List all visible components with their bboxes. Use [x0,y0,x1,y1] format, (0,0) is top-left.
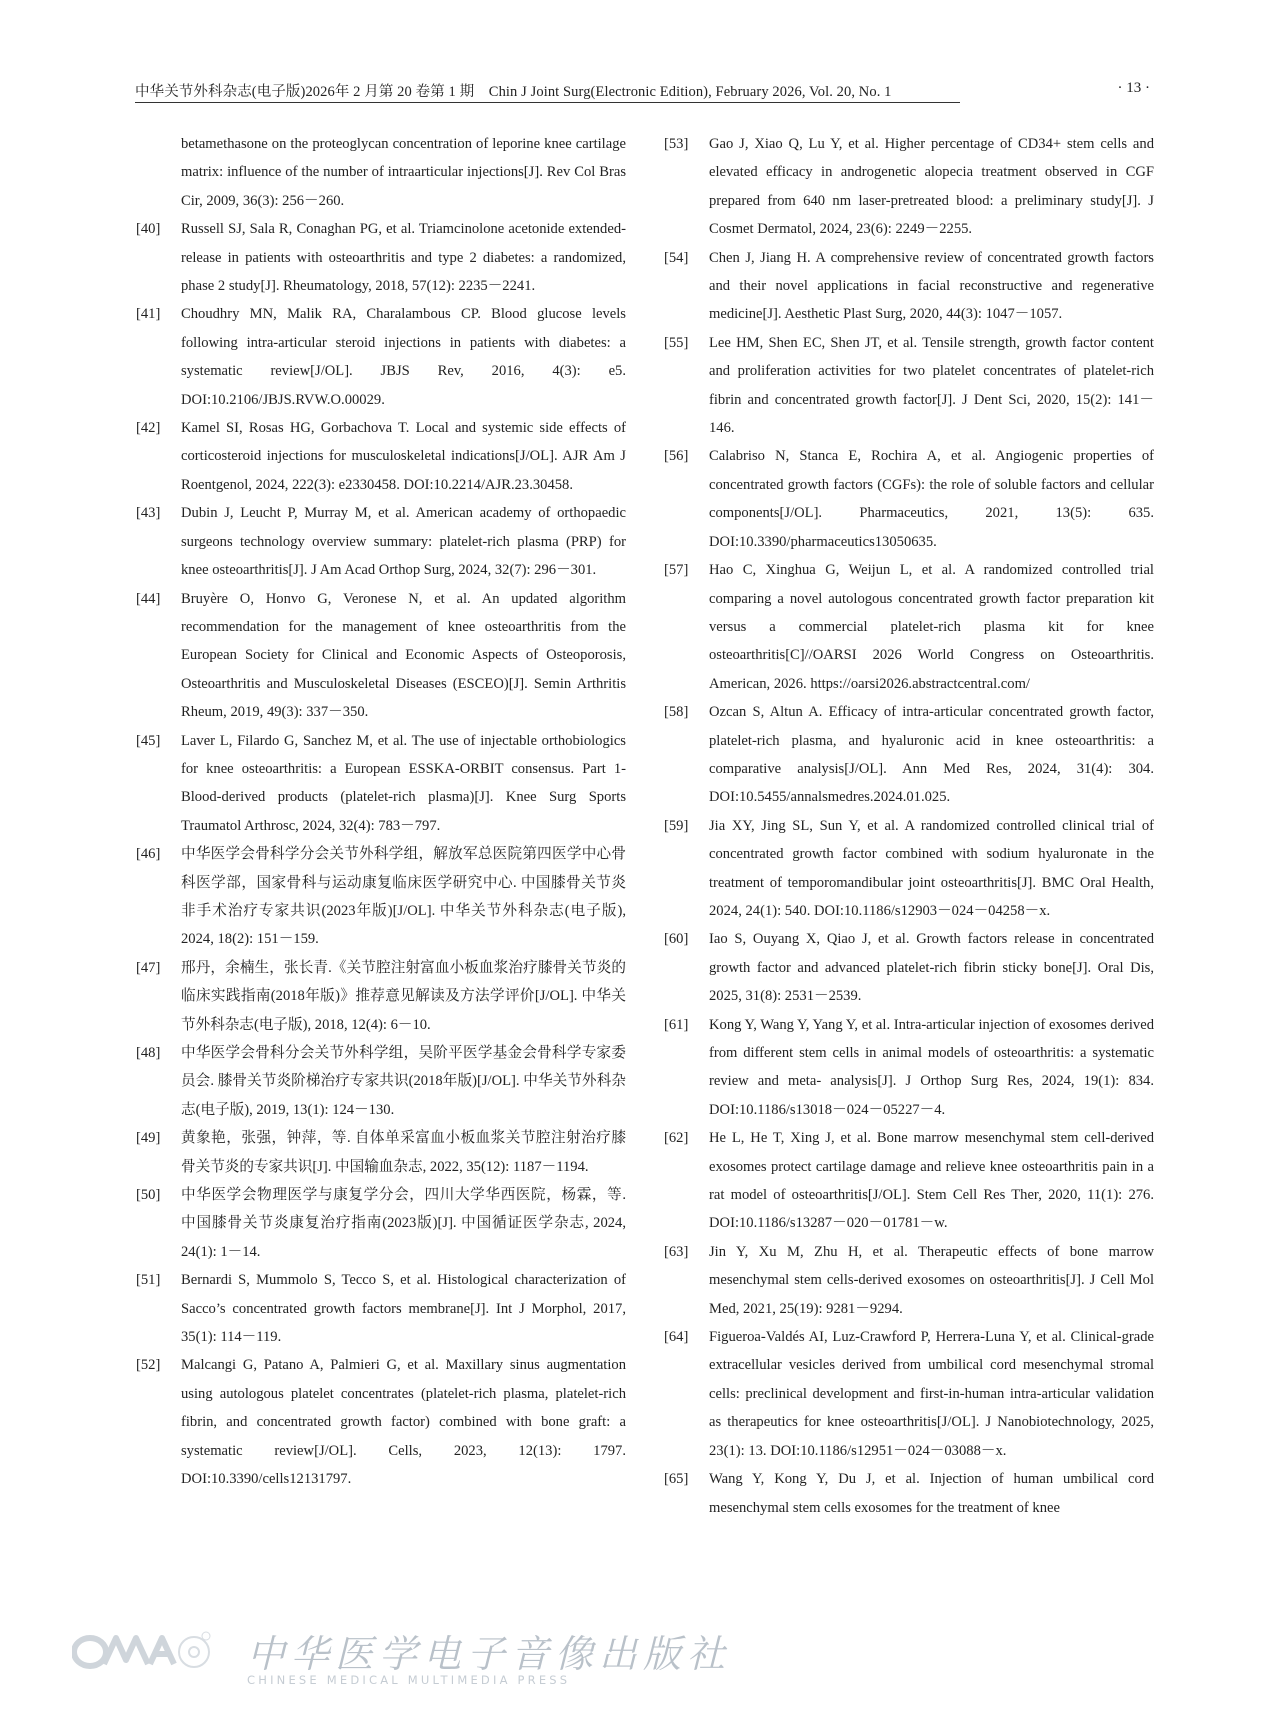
reference-text: Jia XY, Jing SL, Sun Y, et al. A randomized controlled clinical trial of concentrated growth factor combined with sodium hyaluronate in the treatment of temporomandibular joint osteoarthritis[J]. BMC Oral Health, 2024, 24(1): 540. DOI:10.1186/s12903－024－04258－x. [709,817,1154,919]
reference-number: [40] [136,221,161,238]
reference-entry [664,925,1154,1010]
reference-entry [664,812,1154,926]
reference-entry [136,727,626,841]
running-header [135,80,1150,110]
publisher-watermark [72,1615,732,1695]
reference-number: [51] [136,1272,161,1289]
reference-number: [64] [664,1329,689,1346]
reference-number: [62] [664,1130,689,1147]
page-number: · 13 · [1117,80,1150,96]
reference-entry [136,130,626,215]
press-name-cn: 中华医学电子音像出版社 [247,1632,732,1676]
reference-number: [63] [664,1243,689,1260]
reference-number: [48] [136,1045,161,1061]
reference-entry [136,414,626,499]
reference-entry [664,442,1154,556]
reference-number: [50] [136,1187,161,1204]
reference-entry [664,130,1154,244]
reference-number: [47] [136,959,161,976]
reference-entry [664,556,1154,698]
reference-entry [664,1238,1154,1323]
reference-text: Kamel SI, Rosas HG, Gorbachova T. Local and systemic side effects of corticosteroid injections for musculoskeletal indications[J/OL]. AJR Am J Roentgenol, 2024, 222(3): e2330458. DOI:10.2214/AJR.23.30458. [181,420,626,493]
reference-text: Calabriso N, Stanca E, Rochira A, et al. Angiogenic properties of concentrated growth factors (CGFs): the role of soluble factors and cellular components[J/OL]. Pharmaceutics, 2021, 13(5): 635. DOI:10.3390/pharmaceutics13050635. [709,448,1154,550]
reference-text: Kong Y, Wang Y, Yang Y, et al. Intra-articular injection of exosomes derived from different stem cells in animal models of osteoarthritis: a systematic review and meta- analysis[J]. J Orthop Surg Res, 2024, 19(1): 834. DOI:10.1186/s13018－024－05227－4. [709,1016,1154,1118]
reference-number: [59] [664,817,689,834]
reference-number: [56] [664,448,689,465]
header-rule [135,102,960,103]
references-left-column [136,130,626,1494]
reference-entry [136,1039,626,1124]
reference-entry [136,954,626,1039]
reference-text: Ozcan S, Altun A. Efficacy of intra-articular concentrated growth factor, platelet-rich plasma, and hyaluronic acid in knee osteoarthritis: a comparative analysis[J/OL]. Ann Med Res, 2024, 31(4): 304. DOI:10.5455/annalsmedres.2024.01.025. [709,704,1154,806]
reference-text: betamethasone on the proteoglycan concentration of leporine knee cartilage matrix: influence of the number of intraarticular injections[J]. Rev Col Bras Cir, 2009, 36(3): 256－260. [181,136,626,209]
reference-number: [42] [136,420,161,437]
reference-text: Chen J, Jiang H. A comprehensive review of concentrated growth factors and their novel applications in facial reconstructive and regenerative medicine[J]. Aesthetic Plast Surg, 2020, 44(3): 1047－1057. [709,249,1154,323]
reference-number: [45] [136,732,161,749]
reference-entry [664,244,1154,329]
reference-number: [46] [136,846,161,863]
reference-entry [136,1181,626,1266]
reference-text: 中华医学会骨科分会关节外科学组，吴阶平医学基金会骨科学专家委员会. 膝骨关节炎阶梯治疗专家共识(2018年版)[J/OL]. 中华关节外科杂志(电子版), 2019, 13(1): 124－130. [181,1045,626,1118]
reference-entry [136,300,626,414]
reference-number: [44] [136,590,161,607]
references-right-column [664,130,1154,1522]
cma-logo-icon [72,1630,212,1672]
reference-entry [664,1011,1154,1125]
reference-number: [54] [664,249,689,266]
journal-citation-line: 中华关节外科杂志(电子版)2026年 2 月第 20 卷第 1 期 Chin J Joint Surg(Electronic Edition), February 2026, Vol. 20, No. 1 [135,84,892,100]
reference-entry [136,499,626,584]
reference-number: [53] [664,136,689,152]
reference-number: [43] [136,505,161,522]
reference-text: Bernardi S, Mummolo S, Tecco S, et al. Histological characterization of Sacco’s concentrated growth factors membrane[J]. Int J Morphol, 2017, 35(1): 114－119. [181,1272,626,1346]
reference-text: Wang Y, Kong Y, Du J, et al. Injection of human umbilical cord mesenchymal stem cells exosomes for the treatment of knee [709,1471,1154,1516]
reference-number: [58] [664,704,689,721]
reference-text: Figueroa-Valdés AI, Luz-Crawford P, Herrera-Luna Y, et al. Clinical-grade extracellular vesicles derived from umbilical cord mesenchymal stromal cells: preclinical development and first-in-human intra-articular validation as therapeutics for knee osteoarthritis[J/OL]. J Nanobiotechnology, 2025, 23(1): 13. DOI:10.1186/s12951－024－03088－x. [709,1329,1154,1459]
reference-entry [136,1266,626,1351]
reference-entry [664,329,1154,443]
reference-entry [136,215,626,300]
reference-text: Choudhry MN, Malik RA, Charalambous CP. Blood glucose levels following intra-articular steroid injections in patients with diabetes: a systematic review[J/OL]. JBJS Rev, 2016, 4(3): e5. DOI:10.2106/JBJS.RVW.O.00029. [181,306,626,408]
reference-text: Hao C, Xinghua G, Weijun L, et al. A randomized controlled trial comparing a novel autologous concentrated growth factor preparation kit versus a commercial platelet-rich plasma kit for knee osteoarthritis[C]//OARSI 2026 World Congress on Osteoarthritis. American, 2026. https://oarsi2026.abstractcentral.com/ [709,562,1154,692]
reference-text: Russell SJ, Sala R, Conaghan PG, et al. Triamcinolone acetonide extended-release in patients with osteoarthritis and type 2 diabetes: a randomized, phase 2 study[J]. Rheumatology, 2018, 57(12): 2235－2241. [181,221,626,295]
reference-number: [55] [664,334,689,351]
reference-entry [664,1323,1154,1465]
reference-entry [136,585,626,727]
reference-text: 中华医学会物理医学与康复学分会，四川大学华西医院，杨霖，等. 中国膝骨关节炎康复治疗指南(2023版)[J]. 中国循证医学杂志, 2024, 24(1): 1－14. [181,1187,626,1260]
reference-number: [60] [664,931,689,948]
reference-text: Bruyère O, Honvo G, Veronese N, et al. An updated algorithm recommendation for the management of knee osteoarthritis from the European Society for Clinical and Economic Aspects of Osteoporosis, Osteoarthritis and Musculoskeletal Diseases (ESCEO)[J]. Semin Arthritis Rheum, 2019, 49(3): 337－350. [181,590,626,721]
reference-text: Iao S, Ouyang X, Qiao J, et al. Growth factors release in concentrated growth factor and advanced platelet-rich fibrin sticky bone[J]. Oral Dis, 2025, 31(8): 2531－2539. [709,931,1154,1005]
reference-text: Laver L, Filardo G, Sanchez M, et al. The use of injectable orthobiologics for knee osteoarthritis: a European ESSKA-ORBIT consensus. Part 1-Blood-derived products (platelet-rich plasma)[J]. Knee Surg Sports Traumatol Arthrosc, 2024, 32(4): 783－797. [181,732,626,834]
reference-text: Dubin J, Leucht P, Murray M, et al. American academy of orthopaedic surgeons technology overview summary: platelet-rich plasma (PRP) for knee osteoarthritis[J]. J Am Acad Orthop Surg, 2024, 32(7): 296－301. [181,505,626,579]
reference-number: [57] [664,562,689,579]
reference-number: [61] [664,1016,689,1033]
reference-entry [136,1351,626,1493]
reference-text: He L, He T, Xing J, et al. Bone marrow mesenchymal stem cell-derived exosomes protect cartilage damage and relieve knee osteoarthritis pain in a rat model of osteoarthritis[J/OL]. Stem Cell Res Ther, 2020, 11(1): 276. DOI:10.1186/s13287－020－01781－w. [709,1130,1154,1232]
reference-entry [136,1124,626,1181]
reference-number: [49] [136,1130,161,1147]
reference-entry [136,840,626,954]
press-name-en: CHINESE MEDICAL MULTIMEDIA PRESS [247,1673,571,1687]
reference-entry [664,1465,1154,1522]
reference-text: Gao J, Xiao Q, Lu Y, et al. Higher percentage of CD34+ stem cells and elevated efficacy in androgenetic alopecia treatment observed in CGF prepared from 640 nm laser-pretreated blood: a preliminary study[J]. J Cosmet Dermatol, 2024, 23(6): 2249－2255. [709,136,1154,238]
reference-text: 黄象艳，张强，钟萍，等. 自体单采富血小板血浆关节腔注射治疗膝骨关节炎的专家共识[J]. 中国输血杂志, 2022, 35(12): 1187－1194. [181,1130,626,1175]
reference-text: 邢丹，余楠生，张长青.《关节腔注射富血小板血浆治疗膝骨关节炎的临床实践指南(2018年版)》推荐意见解读及方法学评价[J/OL]. 中华关节外科杂志(电子版), 2018, 12(4): 6－10. [181,959,626,1033]
reference-text: 中华医学会骨科学分会关节外科学组，解放军总医院第四医学中心骨科医学部，国家骨科与运动康复临床医学研究中心. 中国膝骨关节炎非手术治疗专家共识(2023年版)[J/OL]. 中华关节外科杂志(电子版), 2024, 18(2): 151－159. [181,846,626,948]
reference-number: [65] [664,1471,689,1488]
reference-entry [664,1124,1154,1238]
reference-entry [664,698,1154,812]
reference-text: Jin Y, Xu M, Zhu H, et al. Therapeutic effects of bone marrow mesenchymal stem cells-derived exosomes on osteoarthritis[J]. J Cell Mol Med, 2021, 25(19): 9281－9294. [709,1243,1154,1317]
reference-number: [41] [136,306,161,323]
reference-number: [52] [136,1357,161,1374]
reference-text: Lee HM, Shen EC, Shen JT, et al. Tensile strength, growth factor content and proliferation activities for two platelet concentrates of platelet-rich fibrin and concentrated growth factor[J]. J Dent Sci, 2020, 15(2): 141－146. [709,334,1154,437]
reference-text: Malcangi G, Patano A, Palmieri G, et al. Maxillary sinus augmentation using autologous platelet concentrates (platelet-rich plasma, platelet-rich fibrin, and concentrated growth factor) combined with bone graft: a systematic review[J/OL]. Cells, 2023, 12(13): 1797. DOI:10.3390/cells12131797. [181,1357,626,1488]
